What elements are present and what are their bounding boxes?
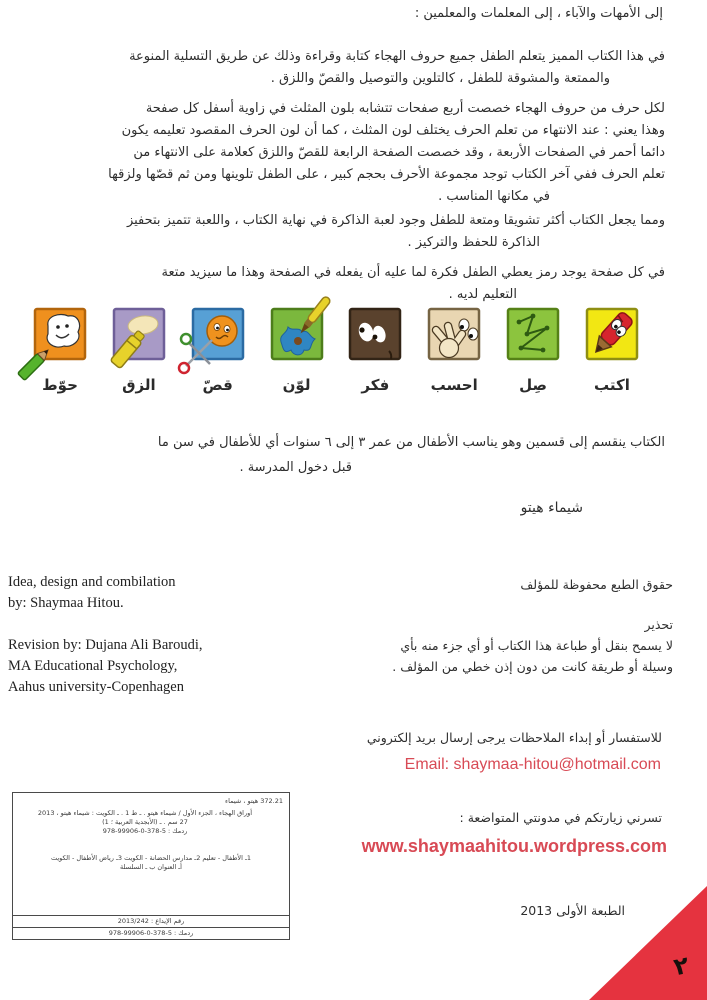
text-line: أوراق الهجاء ، الجزء الأول / شيماء هيتو . ـ ط 1 . ـ الكويت : شيماء هيتو ، 2013: [37, 809, 253, 817]
cip-catalog-box: [12, 792, 290, 940]
text-line: MA Educational Psychology,: [8, 658, 178, 674]
icon-cell-write: [580, 308, 644, 394]
text-line: الكتاب ينقسم إلى قسمين وهو يناسب الأطفال من عمر ٣ إلى ٦ سنوات أي للأطفال في سن ما: [157, 435, 665, 450]
edition-line: الطبعة الأولى 2013: [520, 903, 625, 918]
icon-cell-count: [422, 308, 486, 394]
audience-text: [10, 430, 665, 480]
icon-label: قصّ: [202, 376, 233, 394]
text-line: قبل دخول المدرسة .: [239, 460, 352, 475]
credits-idea: [8, 572, 203, 614]
author-signature: شيماء هيتو: [520, 500, 583, 516]
glue-stick-icon: [113, 308, 165, 360]
icon-label: صِل: [519, 376, 547, 394]
credits-english: [8, 572, 203, 698]
blog-note: تسرني زيارتكم في مدونتي المتواضعة :: [459, 810, 662, 825]
text-line: وسيلة أو طريقة كانت من دون إذن خطي من المؤلف .: [392, 659, 673, 674]
text-line: 1ـ الأطفال - تعليم 2ـ مدارس الحضانة - الكويت 3ـ رياض الأطفال - الكويت: [50, 854, 252, 862]
email-note: للاستفسار أو إبداء الملاحظات يرجى إرسال بريد إلكتروني: [366, 730, 662, 745]
intro-text: [10, 46, 665, 306]
text-line: لا يسمح بنقل أو طباعة هذا الكتاب أو أي جزء منه بأي: [400, 638, 673, 653]
warning-title: تحذير: [644, 617, 673, 632]
icon-cell-paste: [107, 308, 171, 394]
text-line: Aahus university-Copenhagen: [8, 679, 184, 695]
cip-deposit-number: رقم الإيداع : 2013/242: [13, 915, 289, 927]
text-line: التعليم لديه .: [448, 287, 517, 302]
cip-isbn: ردمك : 5-378-0-99906-978: [13, 927, 289, 939]
text-line: وهذا يعني : عند الانتهاء من تعلم الحرف يختلف لون المثلث ، كما أن لون الحرف المقصود تعليمه يكون: [121, 123, 665, 138]
text-line: في مكانها المناسب .: [438, 189, 550, 204]
icon-label: اكتب: [593, 376, 630, 394]
page-number: ٢: [671, 950, 692, 982]
paint-splash-icon: [271, 308, 323, 360]
dedication-line: إلى الأمهات والآباء ، إلى المعلمات والمعلمين :: [414, 6, 663, 21]
activity-icons-row: [28, 308, 644, 394]
text-line: دائما أحمر في الصفحات الأربعة ، وقد خصصت الصفحة الرابعة للقصّ واللزق كعلامة على الانتهاء من: [133, 145, 665, 160]
website-link[interactable]: www.shaymaahitou.wordpress.com: [361, 836, 667, 856]
icon-label: لوّن: [282, 376, 311, 394]
icon-cell-color: [265, 308, 329, 394]
credits-revision: [8, 635, 203, 698]
text-line: Idea, design and combilation: [8, 574, 176, 590]
cip-bibliographic-lines: [13, 806, 289, 836]
text-line: في هذا الكتاب المميز يتعلم الطفل جميع حروف الهجاء كتابة وقراءة وذلك عن طريق التسلية المنوعة: [129, 49, 665, 64]
paragraph: [10, 98, 665, 208]
icon-label: فكر: [361, 376, 390, 394]
write-pencil-icon: [586, 308, 638, 360]
text-line: 27 سم . ـ (الأبجدية العربية ؛ 1): [102, 818, 188, 826]
icon-cell-outline: [28, 308, 92, 394]
paragraph: [10, 46, 665, 90]
text-line: أـ العنوان ب ـ السلسلة: [120, 863, 182, 871]
email-link[interactable]: Email: shaymaa-hitou@hotmail.com: [404, 756, 661, 773]
connect-dots-icon: [507, 308, 559, 360]
text-line: والممتعة والمشوقة للطفل ، كالتلوين والتوصيل والقصّ واللزق .: [270, 71, 610, 86]
text-line: ردمك : 5-378-0-99906-978: [102, 827, 188, 835]
icon-cell-cut: [186, 308, 250, 394]
scissors-cut-icon: [192, 308, 244, 360]
text-line: ومما يجعل الكتاب أكثر تشويقا ومتعة للطفل وجود لعبة الذاكرة في نهاية الكتاب ، واللعبة تتميز بتحفيز: [126, 213, 665, 228]
counting-hand-icon: [428, 308, 480, 360]
copyright-line: حقوق الطبع محفوظة للمؤلف: [520, 577, 673, 592]
outline-pencil-icon: [34, 308, 86, 360]
icon-cell-think: [343, 308, 407, 394]
text-line: Revision by: Dujana Ali Baroudi,: [8, 637, 203, 653]
thinking-eyes-icon: [349, 308, 401, 360]
icon-label: حوّط: [42, 376, 78, 394]
text-line: by: Shaymaa Hitou.: [8, 595, 124, 611]
cip-bottom-strip: [13, 915, 289, 939]
text-line: تعلم الحرف ففي آخر الكتاب توجد مجموعة الأحرف بحجم كبير ، على الطفل تلوينها ومن ثم قصّها ولزقها: [108, 167, 665, 182]
cip-subjects: [13, 854, 289, 872]
cip-call-number: 372.21 هيتو ، شيماء: [225, 797, 283, 805]
copyright-block: [392, 574, 673, 677]
icon-label: الزق: [122, 376, 156, 394]
text-line: الذاكرة للحفظ والتركيز .: [407, 235, 540, 250]
paragraph: [10, 262, 665, 306]
icon-cell-connect: [501, 308, 565, 394]
text-line: في كل صفحة يوجد رمز يعطي الطفل فكرة لما عليه أن يفعله في الصفحة وهذا ما سيزيد متعة: [161, 265, 665, 280]
icon-label: احسب: [430, 376, 478, 394]
text-line: لكل حرف من حروف الهجاء خصصت أربع صفحات تتشابه بلون المثلث في زاوية أسفل كل صفحة: [145, 101, 665, 116]
paragraph: [10, 210, 665, 254]
